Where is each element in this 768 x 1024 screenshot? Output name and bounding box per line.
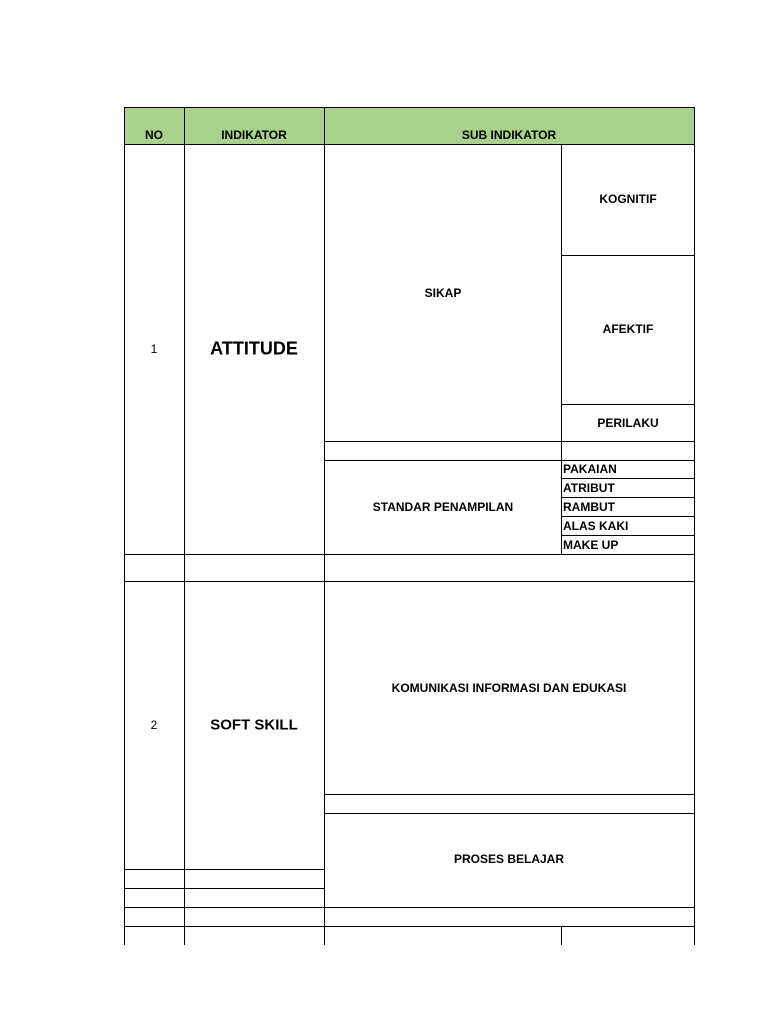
grid-line [124, 907, 694, 908]
row-number: 2 [150, 718, 158, 732]
grid-line [325, 813, 694, 814]
sub-indikator-label: PROSES BELAJAR [453, 852, 565, 866]
sub-item: ATRIBUT [563, 481, 615, 495]
grid-line [124, 869, 325, 870]
grid-line [124, 926, 694, 927]
sub-item: RAMBUT [563, 500, 615, 514]
grid-line [694, 107, 695, 945]
grid-line [561, 144, 562, 442]
grid-line [562, 497, 694, 498]
grid-line [325, 441, 694, 442]
indikator-label: ATTITUDE [210, 338, 298, 359]
grid-line [184, 107, 185, 945]
sub-item: PERILAKU [597, 416, 659, 430]
sub-item: MAKE UP [563, 538, 619, 552]
header-row [124, 107, 694, 145]
sub-item: KOGNITIF [599, 192, 657, 206]
row-number: 1 [150, 342, 158, 356]
grid-line [124, 554, 694, 555]
header-indikator: INDIKATOR [221, 128, 287, 142]
grid-line [324, 107, 325, 945]
grid-line [124, 107, 125, 945]
grid-line [562, 516, 694, 517]
sub-indikator-label: SIKAP [424, 286, 462, 300]
grid-line [124, 107, 694, 108]
grid-line [561, 926, 562, 945]
grid-line [562, 478, 694, 479]
grid-line [561, 441, 562, 555]
grid-line [562, 535, 694, 536]
grid-line [124, 581, 694, 582]
grid-line [562, 404, 694, 405]
sub-item: PAKAIAN [563, 462, 617, 476]
header-no: NO [145, 128, 163, 142]
sub-indikator-label: KOMUNIKASI INFORMASI DAN EDUKASI [391, 681, 627, 695]
grid-line [124, 144, 694, 145]
sub-indikator-label: STANDAR PENAMPILAN [372, 500, 514, 514]
indikator-label: SOFT SKILL [210, 716, 298, 734]
grid-line [325, 460, 694, 461]
sub-item: AFEKTIF [602, 322, 654, 336]
header-sub-indikator: SUB INDIKATOR [461, 128, 557, 142]
grid-line [124, 888, 325, 889]
grid-line [325, 794, 694, 795]
sub-item: ALAS KAKI [563, 519, 629, 533]
grid-line [562, 255, 694, 256]
